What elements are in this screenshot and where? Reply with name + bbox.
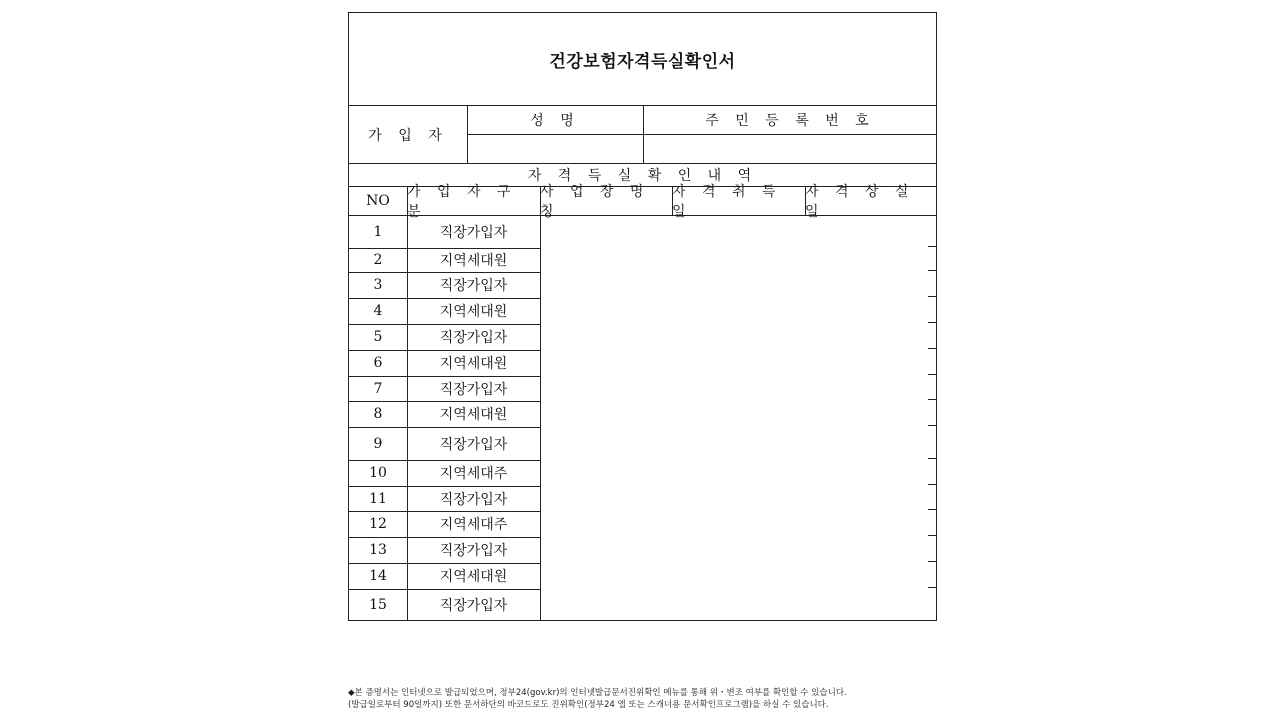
row-subscriber-type: 직장가입자 (439, 224, 508, 241)
row-no: 11 (369, 490, 387, 507)
row-subscriber-type: 지역세대주 (439, 466, 508, 482)
row-no: 3 (373, 277, 383, 293)
row-subscriber-type: 직장가입자 (439, 598, 508, 614)
row-subscriber-type: 직장가입자 (439, 543, 508, 559)
row-subscriber-type: 지역세대원 (439, 569, 508, 585)
column-header-workplace: 사 업 장 명 칭 (540, 184, 650, 220)
row-subscriber-type: 지역세대주 (439, 517, 508, 533)
subscriber-label: 가 입 자 (368, 127, 448, 144)
name-header: 성 명 (530, 113, 580, 129)
footer-line-1: ◆본 증명서는 인터넷으로 발급되었으며, 정부24(gov.kr)의 인터넷발급문서진위확인 메뉴를 통해 위・변조 여부를 확인할 수 있습니다. (348, 688, 847, 698)
row-subscriber-type: 직장가입자 (439, 381, 508, 398)
row-no: 5 (373, 329, 383, 345)
row-no: 8 (373, 406, 383, 422)
footer-line-2: (발급일로부터 90일까지) 또한 문서하단의 바코드로도 진위확인(정부24 앱 또는 스캐너용 문서확인프로그램)을 하실 수 있습니다. (348, 700, 829, 710)
column-header-acquired-date: 자 격 취 득 일 (672, 184, 782, 220)
rrn-value (643, 135, 937, 163)
row-no: 10 (369, 465, 387, 481)
document-title: 건강보험자격득실확인서 (549, 51, 736, 72)
row-no: 13 (369, 542, 387, 558)
row-no: 6 (373, 355, 383, 371)
column-header-no: NO (366, 193, 390, 209)
certificate-document (348, 12, 937, 621)
row-subscriber-type: 지역세대원 (439, 253, 508, 269)
row-no: 7 (373, 380, 383, 397)
row-no: 4 (373, 303, 383, 319)
row-no: 14 (369, 568, 387, 584)
row-no: 15 (369, 597, 387, 613)
row-subscriber-type: 직장가입자 (439, 436, 508, 453)
row-subscriber-type: 지역세대원 (439, 304, 508, 320)
row-no: 1 (373, 223, 383, 240)
row-subscriber-type: 직장가입자 (439, 330, 508, 346)
history-section-title: 자 격 득 실 확 인 내 역 (527, 168, 758, 184)
name-value (467, 135, 643, 163)
row-subscriber-type: 직장가입자 (439, 491, 508, 508)
column-header-lost-date: 자 격 상 실 일 (805, 184, 915, 220)
rrn-header: 주 민 등 록 번 호 (705, 113, 875, 129)
row-no: 9 (373, 435, 383, 452)
column-header-type: 가 입 자 구 분 (407, 184, 517, 220)
footer-notice (348, 687, 948, 711)
row-subscriber-type: 지역세대원 (439, 356, 508, 372)
row-no: 12 (369, 516, 387, 532)
row-subscriber-type: 직장가입자 (439, 278, 508, 294)
row-subscriber-type: 지역세대원 (439, 407, 508, 423)
row-no: 2 (373, 252, 383, 268)
